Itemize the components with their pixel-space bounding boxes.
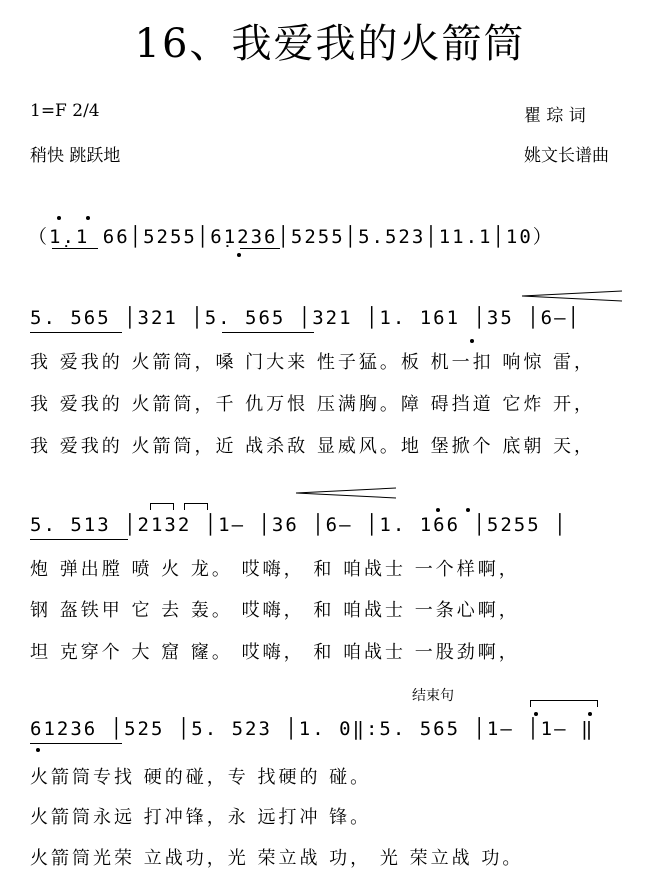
- tie-slur: [150, 503, 174, 510]
- high-octave-dot: [436, 508, 440, 512]
- underline-beam: [30, 332, 122, 333]
- row2-lyrics-verse1: 炮 弹出膛 喷 火 龙。 哎嗨， 和 咱战士 一个样啊，: [30, 559, 520, 580]
- row3-notes: 61236 │525 │5. 523 │1. 0‖:5. 565 │1– │1– ‖: [30, 718, 595, 740]
- row1-notes: 5. 565 │321 │5. 565 │321 │1. 161 │35 │6–│: [30, 307, 581, 329]
- high-octave-dot: [57, 216, 61, 220]
- key-signature: 1=F 2/4: [30, 101, 100, 121]
- row1-lyrics-verse3: 我 爱我的 火箭筒，近 战杀敌 显威风。地 堡掀个 底朝 天，: [30, 436, 596, 457]
- diminuendo-mark: [294, 486, 398, 500]
- page-title: 16、我爱我的火箭筒: [134, 21, 526, 67]
- high-octave-dot: [466, 508, 470, 512]
- underline-beam: [240, 248, 280, 249]
- lyricist-credit: 瞿 琮 词: [524, 106, 586, 126]
- row3-lyrics-verse3: 火箭筒光荣 立战功，光 荣立战 功， 光 荣立战 功。: [30, 848, 524, 869]
- ending-label: 结束句: [412, 688, 454, 704]
- low-octave-dot: [237, 253, 241, 257]
- tie-slur: [184, 503, 208, 510]
- row2-lyrics-verse3: 坦 克穿个 大 窟 窿。 哎嗨， 和 咱战士 一股劲啊，: [30, 642, 520, 663]
- row3-lyrics-verse2: 火箭筒永远 打冲锋，永 远打冲 锋。: [30, 807, 372, 828]
- diminuendo-mark: [520, 289, 624, 303]
- underline-beam: [222, 332, 314, 333]
- row2-notes: 5. 513 │2132 │1– │36 │6– │1. 166 │5255 │: [30, 514, 568, 536]
- row3-lyrics-verse1: 火箭筒专找 硬的碰，专 找硬的 碰。: [30, 767, 372, 788]
- low-octave-dot: [470, 339, 474, 343]
- high-octave-dot: [534, 712, 538, 716]
- row1-lyrics-verse2: 我 爱我的 火箭筒，千 仇万恨 压满胸。障 碍挡道 它炸 开，: [30, 394, 596, 415]
- underline-beam: [30, 743, 122, 744]
- low-octave-dot: [36, 748, 40, 752]
- composer-credit: 姚文长谱曲: [524, 146, 609, 166]
- intro-notes: （1̣.1 66│5255│6̣1236│5255│5.523│11.1│10）: [28, 226, 554, 248]
- underline-beam: [30, 539, 128, 540]
- tempo-marking: 稍快 跳跃地: [30, 146, 121, 166]
- high-octave-dot: [588, 712, 592, 716]
- row2-lyrics-verse2: 钢 盔铁甲 它 去 轰。 哎嗨， 和 咱战士 一条心啊，: [30, 600, 520, 621]
- high-octave-dot: [86, 216, 90, 220]
- underline-beam: [52, 248, 98, 249]
- row1-lyrics-verse1: 我 爱我的 火箭筒，嗓 门大来 性子猛。板 机一扣 响惊 雷，: [30, 352, 596, 373]
- tie-slur: [530, 700, 598, 707]
